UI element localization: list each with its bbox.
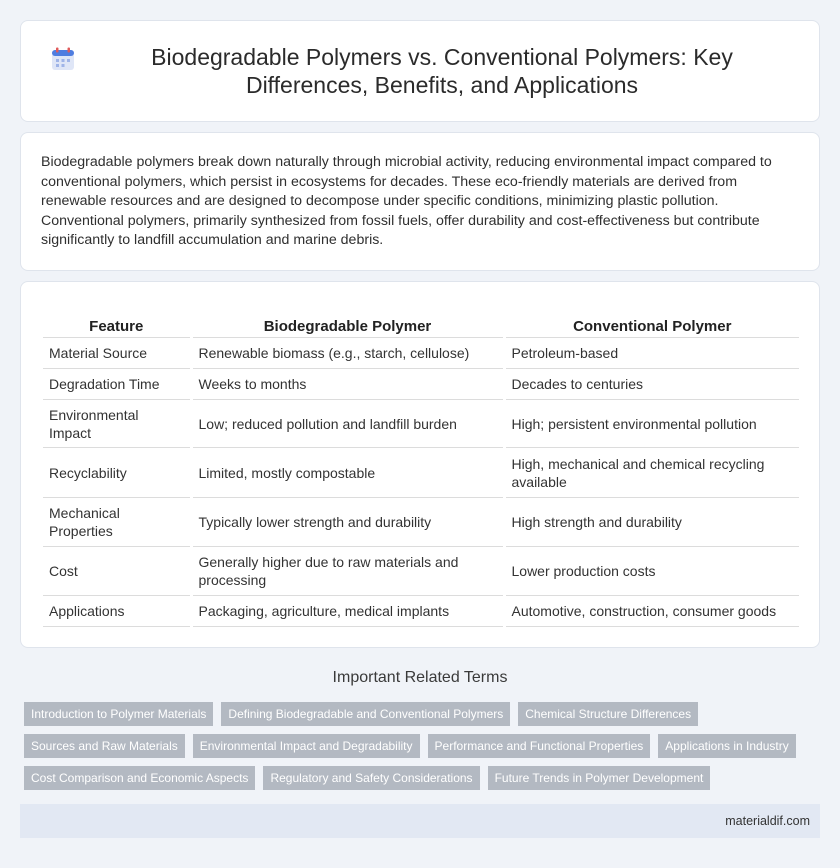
related-tags-row-1 [24,702,706,726]
row-feature: Cost [43,547,191,596]
related-tags-row-3 [24,766,718,790]
related-tag[interactable]: Performance and Functional Properties [428,734,651,758]
related-tag[interactable]: Defining Biodegradable and Conventional Polymers [221,702,510,726]
related-tag[interactable]: Cost Comparison and Economic Aspects [24,766,255,790]
row-conventional: Petroleum-based [504,338,799,369]
row-biodegradable: Low; reduced pollution and landfill burden [191,400,504,448]
related-tag[interactable]: Sources and Raw Materials [24,734,185,758]
table-row [43,400,799,448]
row-feature: Material Source [43,338,191,369]
intro-paragraph: Biodegradable polymers break down naturally through microbial activity, reducing environmental impact compared to conventional polymers, which persist in ecosystems for decades. These eco-friendly materials are derived from renewable resources and are designed to decompose under specific conditions, minimizing plastic pollution. Conventional polymers, primarily synthesized from fossil fuels, offer durability and cost-effectiveness but contribute significantly to landfill accumulation and marine debris. [41,154,772,249]
table-row [43,338,799,369]
row-conventional: High strength and durability [504,498,799,547]
row-conventional: Decades to centuries [504,369,799,400]
table-header-row [43,298,799,338]
page-title: Biodegradable Polymers vs. Conventional Polymers: Key Differences, Benefits, and Applications [151,44,733,98]
related-tag[interactable]: Applications in Industry [658,734,795,758]
table-row [43,498,799,547]
row-conventional: Lower production costs [504,547,799,596]
calendar-icon [50,46,76,72]
table-header-biodegradable: Biodegradable Polymer [191,298,504,338]
row-biodegradable: Generally higher due to raw materials and processing [191,547,504,596]
related-tags-row-2 [24,734,804,758]
row-biodegradable: Packaging, agriculture, medical implants [191,596,504,627]
row-biodegradable: Renewable biomass (e.g., starch, cellulose) [191,338,504,369]
table-row [43,448,799,498]
table-row [43,547,799,596]
comparison-card [20,281,820,648]
related-tag[interactable]: Chemical Structure Differences [518,702,698,726]
related-tag[interactable]: Regulatory and Safety Considerations [263,766,479,790]
footer [20,804,820,838]
intro-card [20,132,820,271]
table-row [43,369,799,400]
row-feature: Environmental Impact [43,400,191,448]
row-feature: Applications [43,596,191,627]
table-header-feature: Feature [43,298,191,338]
comparison-table [43,298,799,627]
row-biodegradable: Typically lower strength and durability [191,498,504,547]
row-biodegradable: Limited, mostly compostable [191,448,504,498]
footer-site-link[interactable]: materialdif.com [725,814,810,828]
related-tag[interactable]: Introduction to Polymer Materials [24,702,213,726]
row-feature: Mechanical Properties [43,498,191,547]
row-feature: Recyclability [43,448,191,498]
related-tag[interactable]: Future Trends in Polymer Development [488,766,711,790]
related-tag[interactable]: Environmental Impact and Degradability [193,734,420,758]
title-card [20,20,820,122]
row-conventional: High, mechanical and chemical recycling available [504,448,799,498]
related-terms-title: Important Related Terms [332,669,508,686]
row-feature: Degradation Time [43,369,191,400]
title-wrap [50,43,790,99]
table-row [43,596,799,627]
row-conventional: Automotive, construction, consumer goods [504,596,799,627]
row-biodegradable: Weeks to months [191,369,504,400]
row-conventional: High; persistent environmental pollution [504,400,799,448]
table-header-conventional: Conventional Polymer [504,298,799,338]
